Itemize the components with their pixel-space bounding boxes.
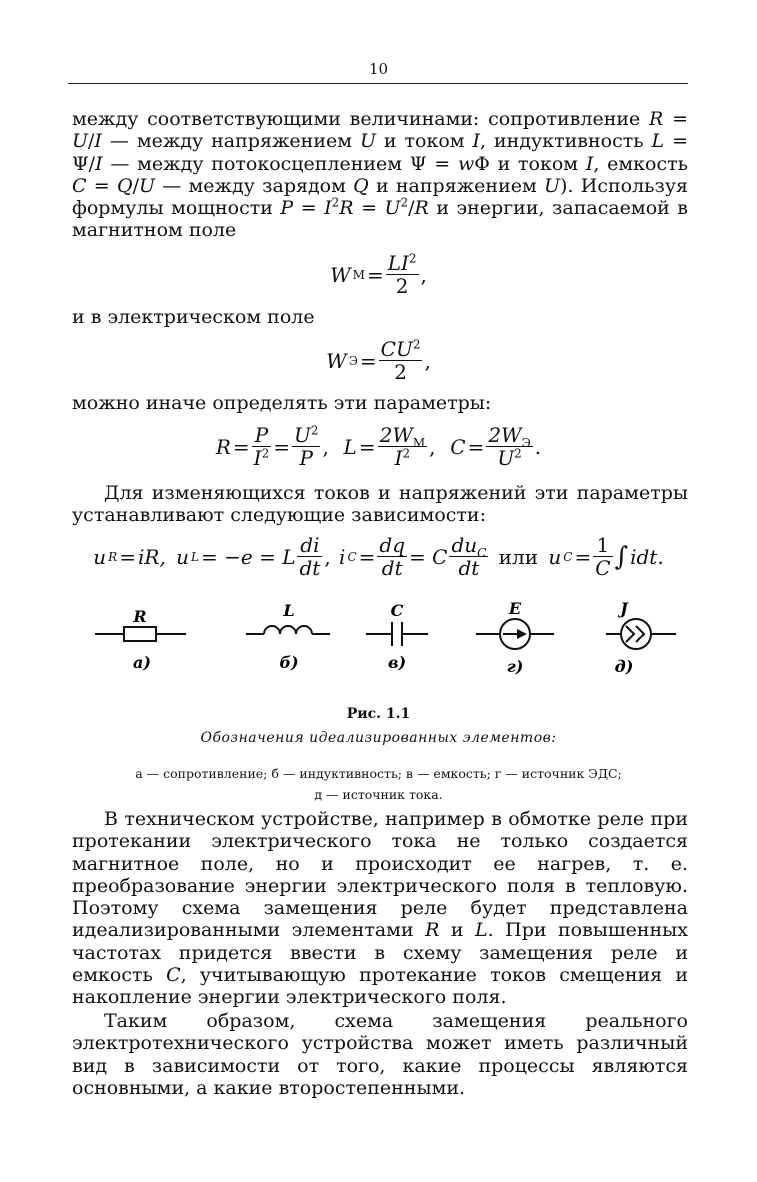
voltage-source-symbol [476, 599, 554, 676]
figure-circuit-elements [0, 590, 757, 690]
text-segment: = Ψ/ [72, 130, 689, 175]
legend-line-1: а — сопротивление; б — индуктивность; в — емкость; г — источник ЭДС; [135, 766, 622, 781]
page-number: 10 [368, 60, 389, 78]
text-segment: I [95, 152, 103, 175]
text-segment: , учитывающую протекание токов смещения и накопление энергии электрического поля. [72, 964, 689, 1009]
text-segment: C [72, 174, 87, 197]
text-segment: U [138, 174, 155, 197]
text-segment: ). Используя формулы мощности [72, 174, 689, 220]
text-segment: — между зарядом [154, 174, 354, 197]
text-segment: R [414, 197, 429, 220]
letter-c: в) [387, 653, 407, 672]
letter-a: а) [133, 653, 151, 672]
header-rule [68, 83, 688, 84]
resistor-symbol [95, 607, 186, 672]
text-segment: I [324, 197, 332, 220]
capacitor-symbol [366, 601, 428, 672]
text-segment: = [86, 174, 117, 197]
figure-legend [0, 763, 757, 805]
text-segment: / [132, 174, 139, 197]
text-segment: R [649, 108, 664, 130]
text-segment: w [457, 152, 475, 175]
text-segment: между соответствующими величинами: сопротивление [72, 108, 650, 130]
text-segment: Q [353, 174, 369, 197]
text-segment: / [88, 130, 95, 153]
text-segment: U [72, 130, 89, 153]
label-l: L [283, 601, 295, 620]
text-segment: и [439, 919, 475, 942]
text-segment: R [339, 197, 354, 220]
paragraph-intro [72, 108, 688, 242]
text-segment: 2 [331, 195, 340, 210]
paragraph-relay [72, 808, 688, 1009]
letter-e: д) [614, 657, 634, 676]
label-c: C [390, 601, 404, 620]
text-segment: U [544, 174, 561, 197]
paragraph-conclusion: Таким образом, схема замещения реального электротехнического устройства может иметь различный вид в зависимости от того, какие процессы являются основными, а какие второстепенными. [72, 1010, 688, 1099]
text-segment: Φ и током [474, 152, 586, 175]
inductor-symbol [246, 601, 330, 672]
text-segment: C [166, 964, 181, 987]
current-source-symbol [606, 599, 676, 676]
paragraph-relations: Для изменяющихся токов и напряжений эти параметры устанавливают следующие зависимости: [72, 482, 688, 527]
text-segment: I [94, 130, 102, 153]
text-segment: L [651, 130, 665, 153]
text-electric-field: и в электрическом поле [72, 306, 315, 328]
text-segment: В техническом устройстве, например в обмотке реле при протекании электрического тока не только создается магнитное поле, но и происходит ее нагрев, т. е. преобразование энергии электрического поля в тепловую. Поэтому схема замещения реле будет представлена идеализированными элементами [72, 808, 688, 942]
text-segment: = [353, 197, 385, 220]
formula-magnetic-energy: W М = $\frac{LI^2}{2}$ , [330, 251, 427, 298]
text-otherwise: можно иначе определять эти параметры: [72, 392, 492, 414]
text-segment: и энергии, запасаемой в магнитном поле [72, 197, 688, 242]
text-segment: = [663, 108, 688, 130]
text-segment: = [293, 197, 325, 220]
text-segment: I [472, 130, 481, 153]
text-segment: / [408, 197, 415, 220]
text-segment: P [280, 197, 294, 220]
label-e: E [508, 599, 522, 618]
formula-electric-energy: W Э = $\frac{CU^2}{2}$ , [326, 337, 431, 384]
text-segment: R [425, 919, 440, 942]
text-segment: L [475, 919, 488, 942]
text-segment: U [359, 130, 376, 153]
legend-line-2: д — источник тока. [314, 787, 443, 802]
text-segment: 2 [400, 195, 409, 210]
text-segment: , емкость [593, 152, 688, 175]
letter-b: б) [279, 653, 299, 672]
figure-title: Рис. 1.1 [346, 706, 411, 722]
text-segment: — между потокосцеплением Ψ = [102, 152, 458, 175]
text-segment: и током [375, 130, 473, 153]
text-segment: и напряжением [368, 174, 545, 197]
text-segment: — между напряжением [101, 130, 360, 153]
text-segment: I [585, 152, 594, 175]
figure-subtitle: Обозначения идеализированных элементов: [200, 730, 557, 746]
label-j: J [620, 599, 628, 618]
formula-relations: u R = iR, u L = −e = L $\frac{di}{dt}$ , i C = $\frac{dq}{dt}$ = C $\frac{du_C}{dt}$ или u C = $\frac{1}{C}$ ∫ idt. [93, 533, 664, 580]
label-r: R [133, 607, 147, 626]
text-segment: . При повышенных частотах придется ввести в схему замещения реле и емкость [72, 919, 688, 987]
formula-parameters: R = $\frac{P}{I^2}$ = $\frac{U^2}{P}$ , L = $\frac{2W_М}{I^2}$ , C = $\frac{2W_Э}{U^2}$ . [215, 423, 542, 470]
text-segment: Q [116, 174, 133, 197]
letter-d: г) [506, 657, 524, 676]
text-segment: U [384, 197, 401, 220]
text-segment: , индуктивность [480, 130, 652, 153]
